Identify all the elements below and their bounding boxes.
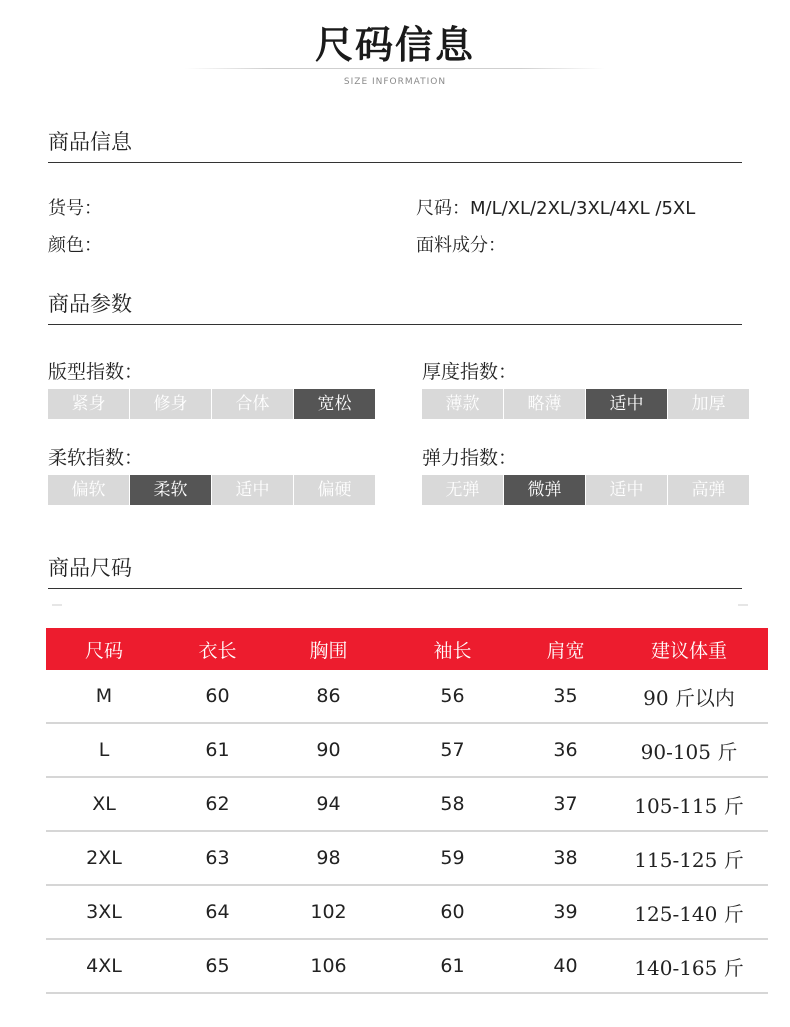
- cell-shoulder: 40: [521, 939, 610, 993]
- cell-shoulder: 39: [521, 885, 610, 939]
- fit-index-label: 版型指数：: [48, 361, 144, 383]
- elasticity-option: 适中: [586, 475, 667, 505]
- cell-chest: 98: [273, 831, 384, 885]
- fit-option: 修身: [130, 389, 211, 419]
- elasticity-option: 高弹: [668, 475, 749, 505]
- cell-sleeve: 61: [384, 939, 521, 993]
- thickness-index-scale: [422, 389, 750, 419]
- thickness-option: 加厚: [668, 389, 749, 419]
- cell-sleeve: 57: [384, 723, 521, 777]
- fit-index-scale: [48, 389, 376, 419]
- header-size: 尺码: [46, 628, 162, 670]
- thickness-option: 薄款: [422, 389, 503, 419]
- cell-size: 3XL: [46, 885, 162, 939]
- header-shoulder: 肩宽: [521, 628, 610, 670]
- softness-index-scale: [48, 475, 376, 505]
- cell-size: 2XL: [46, 831, 162, 885]
- cell-shoulder: 35: [521, 670, 610, 723]
- cell-weight: 125-140 斤: [610, 885, 768, 939]
- elasticity-option: 微弹: [504, 475, 585, 505]
- cell-length: 64: [162, 885, 273, 939]
- cell-chest: 102: [273, 885, 384, 939]
- elasticity-option: 无弹: [422, 475, 503, 505]
- cell-weight: 115-125 斤: [610, 831, 768, 885]
- cell-chest: 106: [273, 939, 384, 993]
- softness-option: 适中: [212, 475, 293, 505]
- table-header-row: [46, 628, 768, 670]
- header-length: 衣长: [162, 628, 273, 670]
- table-row: [46, 670, 768, 723]
- cell-sleeve: 59: [384, 831, 521, 885]
- title-divider: [185, 68, 605, 69]
- cell-chest: 94: [273, 777, 384, 831]
- size-chart-table: [46, 628, 768, 994]
- cell-chest: 86: [273, 670, 384, 723]
- thickness-option: 适中: [586, 389, 667, 419]
- cell-weight: 90-105 斤: [610, 723, 768, 777]
- table-row: [46, 885, 768, 939]
- cell-weight: 105-115 斤: [610, 777, 768, 831]
- cell-size: XL: [46, 777, 162, 831]
- softness-option: 柔软: [130, 475, 211, 505]
- size-label: 尺码：: [416, 198, 470, 219]
- table-row: [46, 831, 768, 885]
- elasticity-index-label: 弹力指数：: [422, 447, 518, 469]
- cell-weight: 90 斤以内: [610, 670, 768, 723]
- cell-size: 4XL: [46, 939, 162, 993]
- header-sleeve: 袖长: [384, 628, 521, 670]
- table-row: [46, 777, 768, 831]
- size-value: M/L/XL/2XL/3XL/4XL /5XL: [470, 198, 696, 219]
- cell-shoulder: 38: [521, 831, 610, 885]
- thickness-index-label: 厚度指数：: [422, 361, 518, 383]
- elasticity-index-scale: [422, 475, 750, 505]
- table-row: [46, 723, 768, 777]
- header-chest: 胸围: [273, 628, 384, 670]
- section-title-product-params: 商品参数: [48, 290, 742, 325]
- cell-sleeve: 58: [384, 777, 521, 831]
- section-title-size-chart: 商品尺码: [48, 554, 742, 589]
- cell-chest: 90: [273, 723, 384, 777]
- softness-option: 偏硬: [294, 475, 375, 505]
- cell-length: 65: [162, 939, 273, 993]
- cell-sleeve: 56: [384, 670, 521, 723]
- softness-option: 偏软: [48, 475, 129, 505]
- page-title: 尺码信息: [314, 23, 475, 67]
- page-header: [0, 0, 790, 100]
- header-weight: 建议体重: [610, 628, 768, 670]
- decorative-dot: [738, 604, 748, 606]
- cell-sleeve: 60: [384, 885, 521, 939]
- page-subtitle: SIZE INFORMATION: [343, 77, 447, 87]
- fabric-label: 面料成分：: [416, 235, 506, 256]
- cell-shoulder: 36: [521, 723, 610, 777]
- table-row: [46, 939, 768, 993]
- softness-index-label: 柔软指数：: [48, 447, 144, 469]
- cell-length: 60: [162, 670, 273, 723]
- cell-shoulder: 37: [521, 777, 610, 831]
- decorative-dot: [52, 604, 62, 606]
- cell-length: 63: [162, 831, 273, 885]
- fit-option: 合体: [212, 389, 293, 419]
- cell-size: L: [46, 723, 162, 777]
- size-field: [416, 194, 695, 220]
- cell-length: 61: [162, 723, 273, 777]
- color-label: 颜色：: [48, 235, 102, 256]
- cell-size: M: [46, 670, 162, 723]
- section-title-product-info: 商品信息: [48, 128, 742, 163]
- cell-weight: 140-165 斤: [610, 939, 768, 993]
- cell-length: 62: [162, 777, 273, 831]
- fit-option: 宽松: [294, 389, 375, 419]
- item-number-label: 货号：: [48, 198, 102, 219]
- fit-option: 紧身: [48, 389, 129, 419]
- thickness-option: 略薄: [504, 389, 585, 419]
